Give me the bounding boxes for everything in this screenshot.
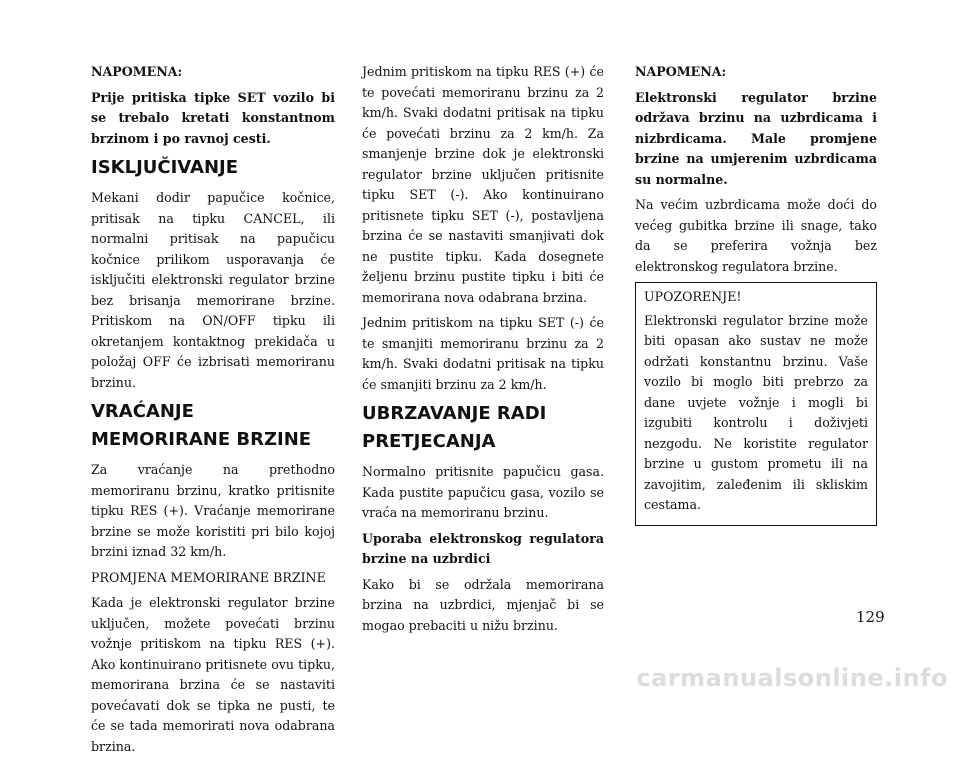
- subheading-uzbrdici: Uporaba elektronskog regulatora brzine na uzbrdici: [362, 530, 604, 566]
- column-left: [91, 62, 335, 762]
- note-label-right: NAPOMENA:: [635, 64, 727, 79]
- warning-text: Elektronski regulator brzine može biti opasan ako sustav ne može održati konstantnu brzinu. Vaše vozilo bi moglo biti prebrzo za dane uvjete vožnje i mogli bi izgubiti kontrolu i doživjeti nezgodu. Ne koristite regulator brzine u gustom prometu ili na zavojitim, zaleđenim ili skliskim cestama.: [644, 312, 868, 512]
- paragraph-res: Jednim pritiskom na tipku RES (+) će te povećati memoriranu brzinu za 2 km/h. Svaki dodatni pritisak na tipku će povećati brzinu za 2 km/h. Za smanjenje brzine dok je elektronski regulator brzine uključen pritisnite tipku SET (-). Ako kontinuirano pritisnete tipku SET (-), postavljena brzina će se nastaviti smanjivati dok ne pustite tipku. Kada dosegnete željenu brzinu pustite tipku i biti će memorirana nova odabrana brzina.: [362, 64, 604, 305]
- warning-title: UPOZORENJE!: [644, 289, 742, 304]
- heading-iskljucivanje: ISKLJUČIVANJE: [91, 157, 238, 178]
- note-text-right: Elektronski regulator brzine održava brzinu na uzbrdicama i nizbrdicama. Male promjene brzine na umjerenim uzbrdicama su normalne.: [635, 89, 877, 187]
- paragraph-uzbrdici: Kako bi se održala memorirana brzina na uzbrdici, mjenjač bi se mogao prebaciti u nižu brzinu.: [362, 576, 604, 633]
- paragraph-promjena: Kada je elektronski regulator brzine uključen, možete povećati brzinu vožnje pritiskom na tipku RES (+). Ako kontinuirano pritisnete ovu tipku, memorirana brzina će se nastaviti povećavati dok se tipka ne pusti, te će se tada memorirati nova odabrana brzina.: [91, 595, 335, 754]
- note-label: NAPOMENA:: [91, 64, 183, 79]
- heading-ubrzavanje: UBRZAVANJE RADI PRETJECANJA: [362, 403, 547, 452]
- paragraph-ubrzavanje: Normalno pritisnite papučicu gasa. Kada pustite papučicu gasa, vozilo se vraća na memoriranu brzinu.: [362, 464, 604, 520]
- warning-box: [635, 282, 877, 526]
- column-right: [635, 62, 877, 526]
- note-text: Prije pritiska tipke SET vozilo bi se trebalo kretati konstantnom brzinom i po ravnoj cesti.: [91, 89, 335, 146]
- heading-vracanje: VRAĆANJE MEMORIRANE BRZINE: [91, 401, 312, 450]
- watermark-text: carmanualsonline.info: [636, 664, 948, 692]
- paragraph-iskljucivanje: Mekani dodir papučice kočnice, pritisak na tipku CANCEL, ili normalni pritisak na papučicu kočnice prilikom usporavanja će isključiti elektronski regulator brzine bez brisanja memorirane brzine. Pritiskom na ON/OFF tipku ili okretanjem kontaktnog prekidača u položaj OFF će izbrisati memoriranu brzinu.: [91, 190, 335, 390]
- page-number: 129: [856, 608, 885, 626]
- paragraph-vece-uzbrdice: Na većim uzbrdicama može doći do većeg gubitka brzine ili snage, tako da se preferira vožnja bez elektronskog regulatora brzine.: [635, 197, 877, 274]
- column-middle: [362, 62, 604, 641]
- subheading-promjena: PROMJENA MEMORIRANE BRZINE: [91, 569, 326, 585]
- paragraph-vracanje: Za vraćanje na prethodno memoriranu brzinu, kratko pritisnite tipku RES (+). Vraćanje memorirane brzine se može koristiti pri bilo kojoj brzini iznad 32 km/h.: [91, 462, 335, 559]
- paragraph-set: Jednim pritiskom na tipku SET (-) će te smanjiti memoriranu brzinu za 2 km/h. Svaki dodatni pritisak na tipku će smanjiti brzinu za 2 km/h.: [362, 315, 604, 392]
